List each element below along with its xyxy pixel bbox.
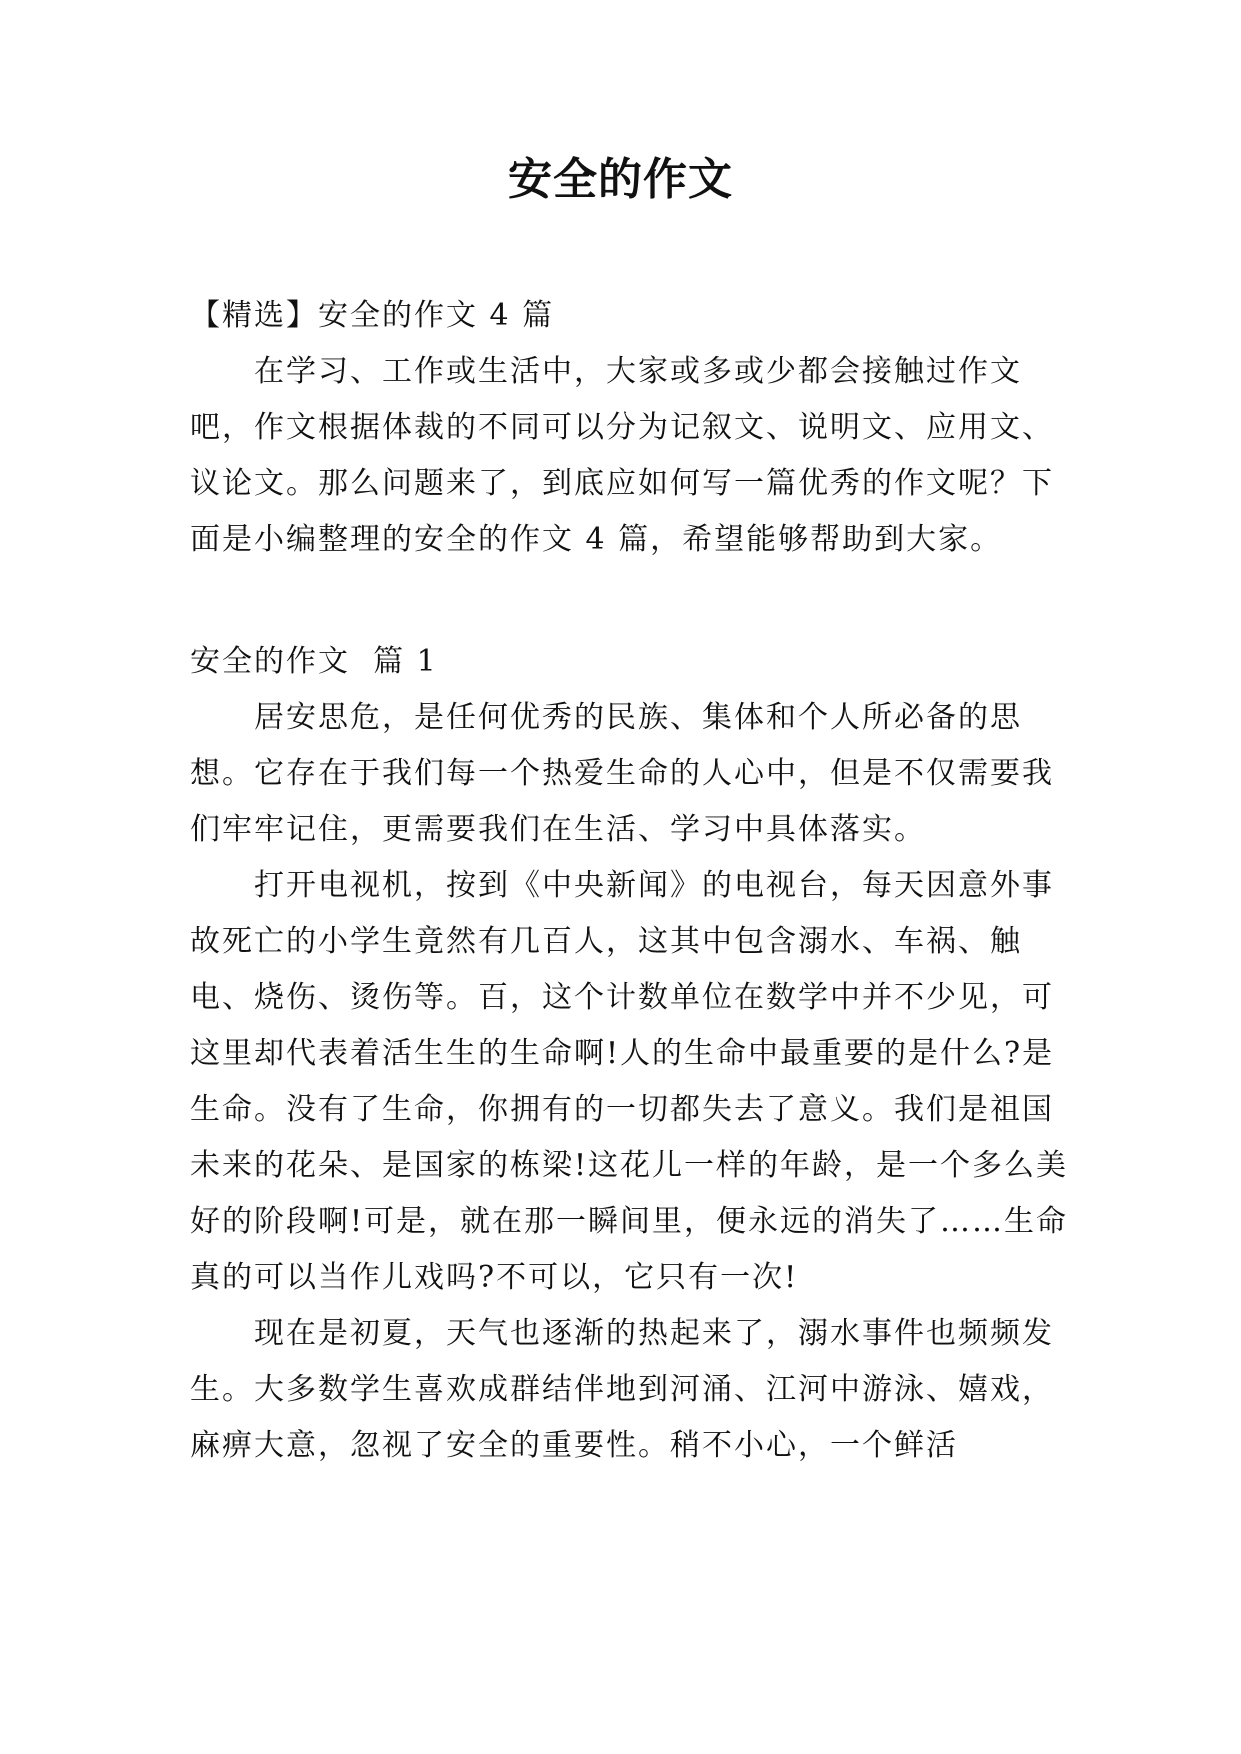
body-paragraph: 打开电视机，按到《中央新闻》的电视台，每天因意外事故死亡的小学生竟然有几百人，这其中包含溺水、车祸、触电、烧伤、烫伤等。百，这个计数单位在数学中并不少见，可这里却代表着活生生的生命啊!人的生命中最重要的是什么?是生命。没有了生命，你拥有的一切都失去了意义。我们是祖国未来的花朵、是国家的栋梁!这花儿一样的年龄，是一个多么美好的阶段啊!可是，就在那一瞬间里，便永远的消失了……生命真的可以当作儿戏吗?不可以，它只有一次! — [190, 868, 1069, 1295]
section-heading: 安全的作文 篇 1 — [190, 644, 438, 679]
intro-paragraph: 在学习、工作或生活中，大家或多或少都会接触过作文吧，作文根据体裁的不同可以分为记叙文、说明文、应用文、议论文。那么问题来了，到底应如何写一篇优秀的作文呢？下面是小编整理的安全的作文 4 篇，希望能够帮助到大家。 — [190, 354, 1054, 557]
body-paragraph: 现在是初夏，天气也逐渐的热起来了，溺水事件也频频发生。大多数学生喜欢成群结伴地到河涌、江河中游泳、嬉戏，麻痹大意，忽视了安全的重要性。稍不小心，一个鲜活 — [190, 1316, 1054, 1463]
document-title: 安全的作文 — [508, 154, 733, 205]
document-subtitle: 【精选】安全的作文 4 篇 — [190, 298, 555, 333]
body-paragraph: 居安思危，是任何优秀的民族、集体和个人所必备的思想。它存在于我们每一个热爱生命的人心中，但是不仅需要我们牢牢记住，更需要我们在生活、学习中具体落实。 — [190, 700, 1054, 847]
section-spacer — [190, 568, 1070, 634]
document-body — [190, 288, 1070, 1474]
